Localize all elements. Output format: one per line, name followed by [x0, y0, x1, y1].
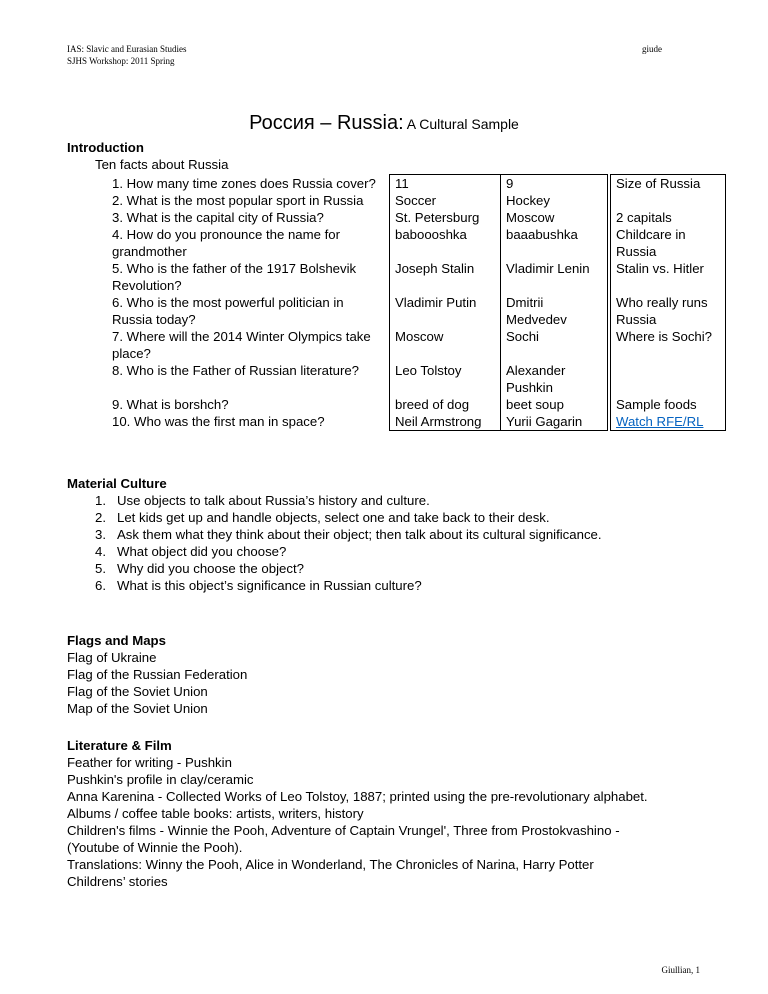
list-number: 4.: [95, 544, 106, 559]
page-footer: Giullian, 1: [661, 965, 700, 975]
intro-heading: Introduction: [67, 140, 144, 155]
list-item: Feather for writing - Pushkin: [67, 755, 232, 770]
table-row: [95, 226, 726, 260]
cell-answer-b: Hockey: [501, 192, 608, 209]
cell-question: 1. How many time zones does Russia cover?: [112, 175, 376, 191]
list-item: Flag of the Russian Federation: [67, 667, 248, 682]
facts-table: [95, 174, 726, 431]
cell-question: 3. What is the capital city of Russia?: [112, 210, 324, 225]
cell-answer-b: beet soup: [501, 396, 608, 413]
title-sub: A Cultural Sample: [403, 116, 519, 132]
list-item: Children's films - Winnie the Pooh, Adventure of Captain Vrungel', Three from Prostokvashino -: [67, 823, 620, 838]
cell-question: 2. What is the most popular sport in Russia: [112, 193, 364, 208]
cell-note: Who really runs Russia: [611, 294, 726, 328]
table-row: [95, 175, 726, 193]
table-row: [95, 192, 726, 209]
list-item: [95, 492, 602, 509]
cell-answer-a: St. Petersburg: [390, 209, 501, 226]
literature-heading: Literature & Film: [67, 738, 172, 753]
cell-answer-b: Sochi: [501, 328, 608, 362]
cell-question: 7. Where will the 2014 Winter Olympics take place?: [112, 329, 371, 361]
list-item: Childrens’ stories: [67, 874, 168, 889]
list-item: [95, 526, 602, 543]
header-line-2: SJHS Workshop: 2011 Spring: [67, 56, 175, 66]
list-text: What is this object’s significance in Russian culture?: [117, 578, 422, 593]
list-text: Let kids get up and handle objects, select one and take back to their desk.: [117, 510, 550, 525]
cell-answer-b: baaabushka: [501, 226, 608, 260]
list-item: Anna Karenina - Collected Works of Leo Tolstoy, 1887; printed using the pre-revolutionary alphabet.: [67, 789, 648, 804]
table-row: [95, 209, 726, 226]
list-item: Pushkin's profile in clay/ceramic: [67, 772, 254, 787]
list-text: What object did you choose?: [117, 544, 287, 559]
list-item: Flag of the Soviet Union: [67, 684, 208, 699]
cell-answer-a: 11: [390, 175, 501, 193]
list-number: 2.: [95, 510, 106, 525]
list-item: [95, 543, 602, 560]
cell-note: Childcare in Russia: [611, 226, 726, 260]
cell-note: Stalin vs. Hitler: [611, 260, 726, 294]
running-header-right: giude: [642, 44, 662, 54]
cell-answer-b: Dmitrii Medvedev: [501, 294, 608, 328]
cell-question: 6. Who is the most powerful politician in Russia today?: [112, 295, 344, 327]
list-text: Ask them what they think about their object; then talk about its cultural significance.: [117, 527, 602, 542]
page-title: [0, 112, 768, 135]
cell-answer-b: Moscow: [501, 209, 608, 226]
watch-rferl-link[interactable]: Watch RFE/RL: [616, 414, 704, 429]
cell-question: 10. Who was the first man in space?: [112, 414, 325, 429]
table-row: [95, 362, 726, 396]
cell-answer-a: baboooshka: [390, 226, 501, 260]
cell-answer-a: Neil Armstrong: [390, 413, 501, 431]
cell-answer-a: Soccer: [390, 192, 501, 209]
list-item: Translations: Winny the Pooh, Alice in Wonderland, The Chronicles of Narina, Harry Potter: [67, 857, 594, 872]
running-header-left: [67, 43, 186, 67]
title-main: Россия – Russia:: [249, 112, 404, 134]
list-number: 1.: [95, 493, 106, 508]
list-item: (Youtube of Winnie the Pooh).: [67, 840, 243, 855]
cell-answer-b: Alexander Pushkin: [501, 362, 608, 396]
table-row: [95, 294, 726, 328]
table-row: [95, 413, 726, 431]
literature-list: [67, 754, 648, 890]
cell-question: 9. What is borshch?: [112, 397, 229, 412]
material-list: [95, 492, 602, 594]
list-item: [95, 509, 602, 526]
cell-question: 8. Who is the Father of Russian literature?: [112, 363, 360, 378]
cell-note: Sample foods: [611, 396, 726, 413]
header-line-1: IAS: Slavic and Eurasian Studies: [67, 44, 187, 54]
cell-question: 5. Who is the father of the 1917 Bolshevik Revolution?: [112, 261, 357, 293]
list-number: 5.: [95, 561, 106, 576]
cell-answer-a: Leo Tolstoy: [390, 362, 501, 396]
cell-note: [611, 192, 726, 209]
table-row: [95, 396, 726, 413]
cell-answer-a: Moscow: [390, 328, 501, 362]
flags-heading: Flags and Maps: [67, 633, 166, 648]
cell-answer-b: Vladimir Lenin: [501, 260, 608, 294]
table-row: [95, 260, 726, 294]
list-item: Map of the Soviet Union: [67, 701, 208, 716]
cell-note: Size of Russia: [611, 175, 726, 193]
cell-answer-a: breed of dog: [390, 396, 501, 413]
cell-answer-b: Yurii Gagarin: [501, 413, 608, 431]
cell-answer-a: Vladimir Putin: [390, 294, 501, 328]
cell-answer-b: 9: [501, 175, 608, 193]
list-item: [95, 560, 602, 577]
material-heading: Material Culture: [67, 476, 167, 491]
cell-note: [611, 413, 726, 431]
list-text: Use objects to talk about Russia’s history and culture.: [117, 493, 430, 508]
cell-question: 4. How do you pronounce the name for grandmother: [112, 227, 340, 259]
cell-note: 2 capitals: [611, 209, 726, 226]
cell-note: [611, 362, 726, 396]
cell-note: Where is Sochi?: [611, 328, 726, 362]
list-number: 6.: [95, 578, 106, 593]
list-number: 3.: [95, 527, 106, 542]
list-text: Why did you choose the object?: [117, 561, 304, 576]
list-item: Flag of Ukraine: [67, 650, 157, 665]
cell-answer-a: Joseph Stalin: [390, 260, 501, 294]
flags-list: [67, 649, 247, 717]
list-item: [95, 577, 602, 594]
table-row: [95, 328, 726, 362]
list-item: Albums / coffee table books: artists, writers, history: [67, 806, 364, 821]
intro-subheading: Ten facts about Russia: [95, 157, 229, 172]
